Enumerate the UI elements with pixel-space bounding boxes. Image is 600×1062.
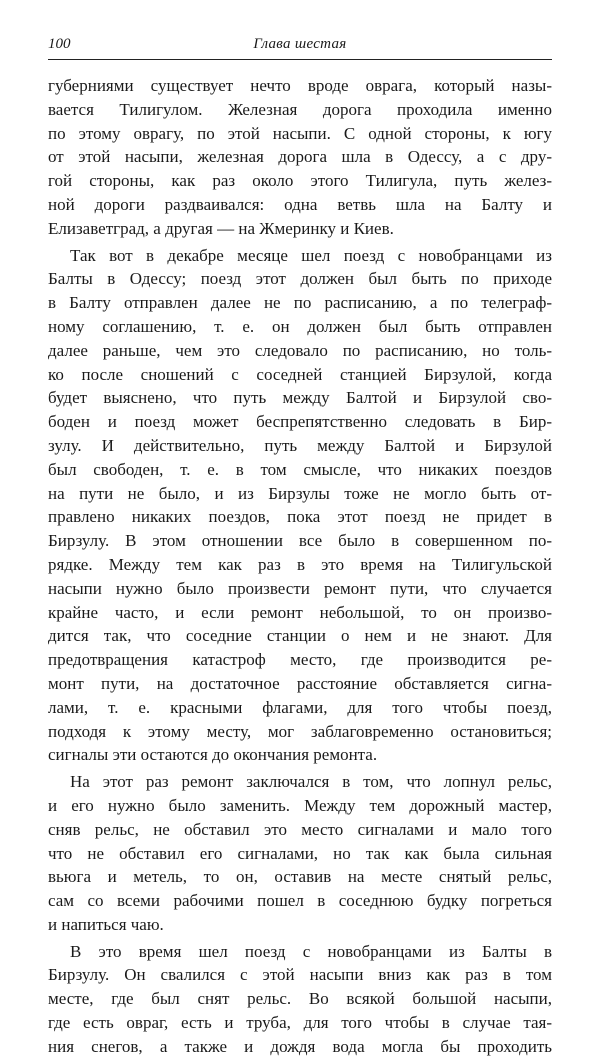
paragraph — [48, 244, 552, 768]
text-line: Балты в Одессу; поезд этот должен был быть по приходе — [48, 269, 552, 289]
text-line: вается Тилигулом. Железная дорога проходила именно — [48, 99, 552, 119]
text-line: предотвращения катастроф место, где производится ре- — [48, 650, 552, 670]
book-page — [48, 32, 552, 1062]
text-line: В это время шел поезд с новобранцами из Балты в — [70, 941, 552, 961]
text-line: крайне часто, и если ремонт небольшой, то он произво- — [48, 602, 552, 622]
text-line: ния снегов, а также и дождя вода могла бы проходить — [48, 1036, 552, 1056]
paragraph — [48, 770, 552, 937]
text-line: и напиться чаю. — [48, 914, 164, 934]
text-line: вьюга и метель, то он, оставив на месте снятый рельс, — [48, 867, 552, 887]
running-head — [48, 32, 552, 56]
text-line: ко после сношений с соседней станцией Бирзулой, когда — [48, 364, 552, 384]
text-line: по этому оврагу, по этой насыпи. С одной стороны, к югу — [48, 123, 552, 143]
text-line: гой стороны, как раз около этого Тилигула, путь желез- — [48, 171, 552, 191]
text-line: губерниями существует нечто вроде оврага, который назы- — [48, 76, 552, 95]
header-rule — [48, 59, 552, 60]
text-line: был свободен, т. е. в том смысле, что никаких поездов — [48, 459, 552, 479]
chapter-title: Глава шестая — [253, 36, 347, 52]
text-line: насыпи нужно было произвести ремонт пути, что случается — [48, 578, 552, 598]
text-line: что не обставил его сигналами, но так как была сильная — [48, 843, 552, 863]
page-number: 100 — [48, 36, 71, 52]
text-line: Бирзулу. В этом отношении все было в совершенном по- — [48, 531, 552, 551]
text-line: сигналы эти остаются до окончания ремонта. — [48, 745, 378, 765]
text-line: далее раньше, чем это следовало по расписанию, но толь- — [48, 340, 552, 360]
paragraph — [48, 74, 552, 241]
text-line: будет выяснено, что путь между Балтой и Бирзулой сво- — [48, 388, 552, 408]
text-line: дится так, что соседние станции о нем и не знают. Для — [48, 626, 552, 646]
text-line: монт пути, на достаточное расстояние обставляется сигна- — [48, 673, 552, 693]
text-line: Так вот в декабре месяце шел поезд с новобранцами из — [70, 245, 552, 265]
paragraph — [48, 940, 552, 1059]
text-line: Бирзулу. Он свалился с этой насыпи вниз как раз в том — [48, 965, 552, 985]
text-line: рядке. Между тем как раз в это время на Тилигульской — [48, 554, 552, 574]
text-line: от этой насыпи, железная дорога шла в Одессу, а с дру- — [48, 147, 552, 167]
text-line: ному соглашению, т. е. он должен был быть отправлен — [48, 316, 552, 336]
text-line: На этот раз ремонт заключался в том, что лопнул рельс, — [70, 772, 552, 792]
text-line: боден и поезд может беспрепятственно следовать в Бир- — [48, 412, 552, 432]
body-text — [48, 74, 552, 1059]
text-line: на пути не было, и из Бирзулы тоже не могло быть от- — [48, 483, 552, 503]
text-line: зулу. И действительно, путь между Балтой и Бирзулой — [48, 435, 552, 455]
text-line: и его нужно было заменить. Между тем дорожный мастер, — [48, 795, 552, 815]
text-line: правлено никаких поездов, пока этот поезд не придет в — [48, 507, 552, 527]
text-line: в Балту отправлен далее не по расписанию, а по телеграф- — [48, 293, 552, 313]
text-line: Елизаветград, а другая — на Жмеринку и Киев. — [48, 218, 394, 238]
text-line: месте, где был снят рельс. Во всякой большой насыпи, — [48, 989, 552, 1009]
text-line: сняв рельс, не обставил это место сигналами и мало того — [48, 819, 552, 839]
text-line: лами, т. е. красными флагами, для того чтобы поезд, — [48, 697, 552, 717]
text-line: где есть овраг, есть и труба, для того чтобы в случае тая- — [48, 1013, 552, 1033]
text-line: ной дороги раздваивался: одна ветвь шла на Балту и — [48, 194, 552, 214]
text-line: подходя к этому месту, мог заблаговременно остановиться; — [48, 721, 552, 741]
text-line: сам со всеми рабочими пошел в соседнюю будку погреться — [48, 891, 552, 911]
